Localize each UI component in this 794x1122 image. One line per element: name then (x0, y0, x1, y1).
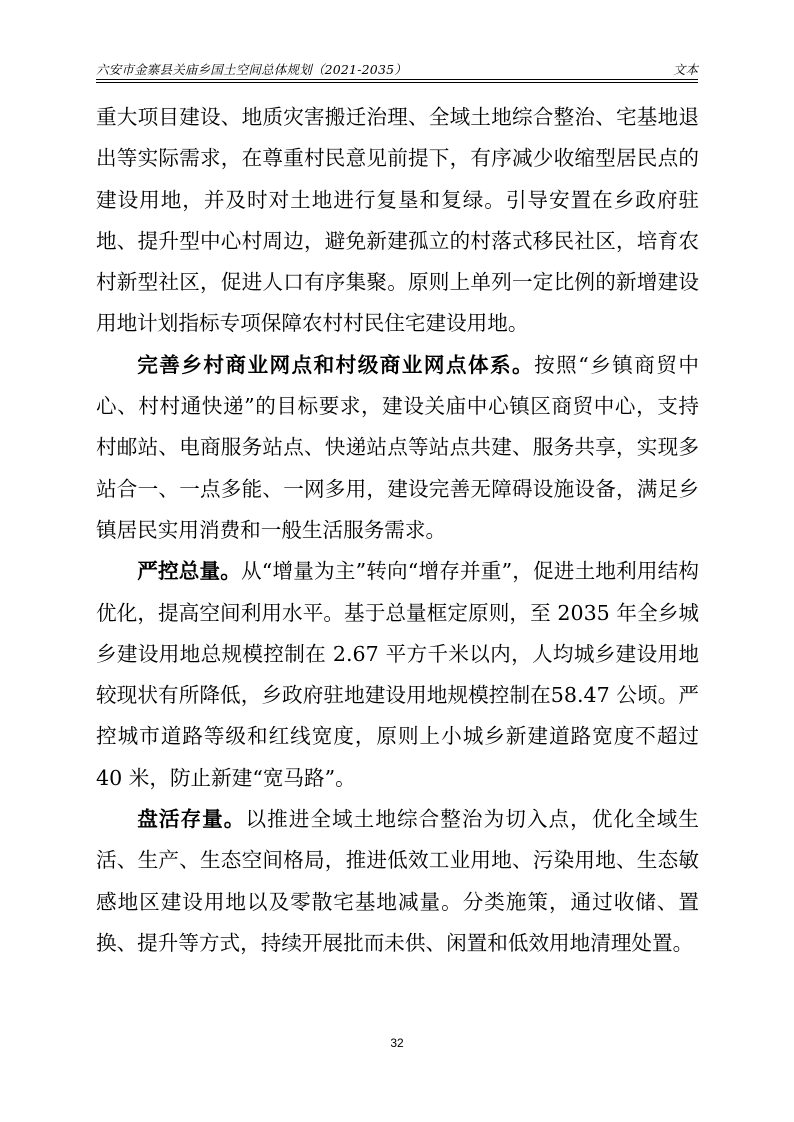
document-title: 六安市金寨县关庙乡国土空间总体规划（2021-2035） (96, 62, 407, 77)
header-rule-thin (96, 82, 698, 83)
section-label: 文本 (672, 62, 698, 77)
page-number: 32 (390, 1036, 404, 1050)
header-rule-thick (96, 79, 698, 80)
page-header (96, 56, 698, 78)
paragraph-lead: 完善乡村商业网点和村级商业网点体系。 (137, 352, 535, 377)
paragraph-text: 重大项目建设、地质灾害搬迁治理、全域土地综合整治、宅基地退出等实际需求，在尊重村民意见前提下，有序减少收缩型居民点的建设用地，并及时对土地进行复垦和复绿。引导安置在乡政府驻地、提升型中心村周边，避免新建孤立的村落式移民社区，培育农村新型社区，促进人口有序集聚。原则上单列一定比例的新增建设用地计划指标专项保障农村村民住宅建设用地。 (96, 105, 699, 336)
paragraph-text: 从“增量为主”转向“增存并重”，促进土地利用结构优化，提高空间利用水平。基于总量框定原则，至 2035 年全乡城乡建设用地总规模控制在 2.67 平方千米以内，人均城乡建设用地较现状有所降低，乡政府驻地建设用地规模控制在58.47 公顷。严控城市道路等级和红线宽度，原则上小城乡新建道路宽度不超过 40 米，防止新建“宽马路”。 (96, 559, 699, 790)
paragraph-lead: 严控总量。 (137, 559, 242, 584)
paragraph-continued (96, 97, 699, 345)
paragraph-revitalize-stock (96, 799, 699, 964)
paragraph-text: 以推进全域土地综合整治为切入点，优化全域生活、生产、生态空间格局，推进低效工业用地、污染用地、生态敏感地区建设用地以及零散宅基地减量。分类施策，通过收储、置换、提升等方式，持续开展批而未供、闲置和低效用地清理处置。 (96, 807, 700, 955)
body-text (96, 97, 699, 964)
paragraph-control-total (96, 551, 699, 799)
paragraph-text: 按照“乡镇商贸中心、村村通快递”的目标要求，建设关庙中心镇区商贸中心，支持村邮站、电商服务站点、快递站点等站点共建、服务共享，实现多站合一、一点多能、一网多用，建设完善无障碍设施设备，满足乡镇居民实用消费和一般生活服务需求。 (96, 352, 699, 542)
paragraph-lead: 盘活存量。 (137, 807, 246, 832)
paragraph-commercial-network (96, 345, 699, 551)
